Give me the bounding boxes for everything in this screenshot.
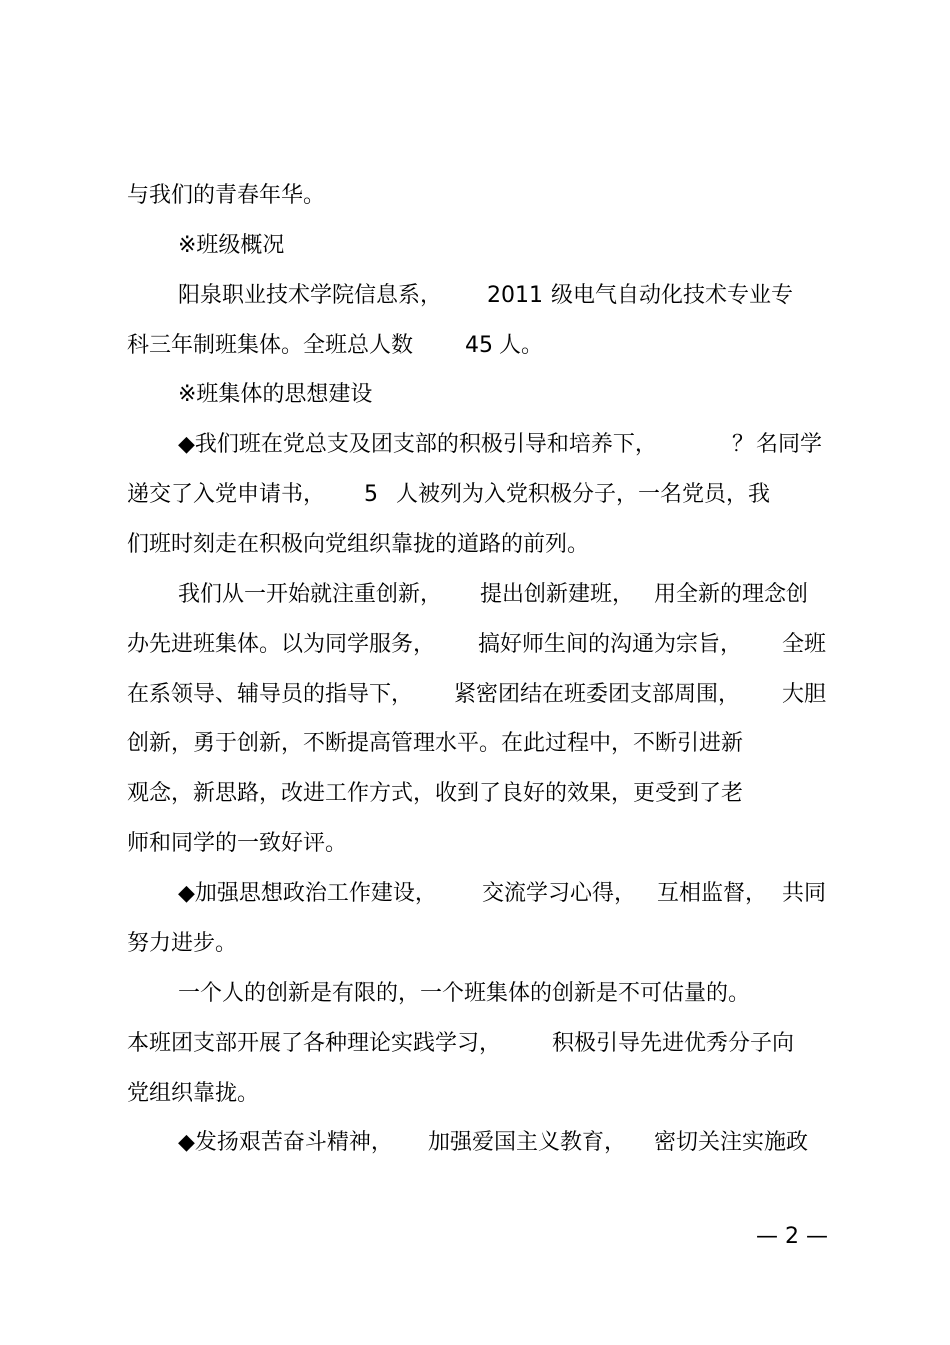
text-line: 45: [465, 333, 493, 358]
text-line: 加强爱国主义教育，: [428, 1130, 627, 1155]
text-line: ◆发扬艰苦奋斗精神，: [178, 1130, 393, 1155]
text-line: 全班: [782, 632, 827, 657]
text-line: 提出创新建班，: [480, 582, 635, 607]
text-line: 阳泉职业技术学院信息系，: [178, 283, 443, 308]
text-line: ◆我们班在党总支及团支部的积极引导和培养下，: [178, 432, 657, 457]
text-line: 与我们的青春年华。: [127, 183, 326, 208]
text-line: 密切关注实施政: [654, 1130, 809, 1155]
text-line: 观念，新思路，改进工作方式，收到了良好的效果，更受到了老: [127, 781, 744, 806]
text-line: 交流学习心得，: [482, 881, 637, 906]
text-line: ◆加强思想政治工作建设，: [178, 881, 437, 906]
text-line: 办先进班集体。以为同学服务，: [127, 632, 436, 657]
text-line: 创新，勇于创新，不断提高管理水平。在此过程中，不断引进新: [127, 731, 744, 756]
text-line: 互相监督，: [657, 881, 768, 906]
text-line: 人。: [499, 333, 544, 358]
text-line: 积极引导先进优秀分子向: [552, 1031, 795, 1056]
section-heading: ※班集体的思想建设: [178, 382, 373, 407]
text-line: 级电气自动化技术专业专: [551, 283, 794, 308]
page-number: — 2 —: [756, 1224, 828, 1249]
text-line: 师和同学的一致好评。: [127, 831, 348, 856]
text-line: 本班团支部开展了各种理论实践学习，: [127, 1031, 502, 1056]
text-line: 一个人的创新是有限的，一个班集体的创新是不可估量的。: [178, 981, 751, 1006]
text-line: 共同: [782, 881, 827, 906]
text-line: 名同学: [756, 432, 823, 457]
text-line: ？: [732, 432, 755, 457]
text-line: 大胆: [782, 682, 827, 707]
text-line: 我们从一开始就注重创新，: [178, 582, 443, 607]
text-line: 党组织靠拢。: [127, 1081, 260, 1106]
text-line: 人被列为入党积极分子，一名党员，我: [396, 482, 771, 507]
text-line: 用全新的理念创: [654, 582, 809, 607]
text-line: 2011: [487, 283, 543, 308]
text-line: 5: [364, 482, 378, 507]
text-line: 科三年制班集体。全班总人数: [127, 333, 414, 358]
text-line: 递交了入党申请书，: [127, 482, 326, 507]
text-line: 紧密团结在班委团支部周围，: [454, 682, 741, 707]
text-line: 们班时刻走在积极向党组织靠拢的道路的前列。: [127, 532, 590, 557]
text-line: 努力进步。: [127, 931, 238, 956]
text-line: 搞好师生间的沟通为宗旨，: [478, 632, 743, 657]
section-heading: ※班级概况: [178, 233, 285, 258]
text-line: 在系领导、辅导员的指导下，: [127, 682, 414, 707]
